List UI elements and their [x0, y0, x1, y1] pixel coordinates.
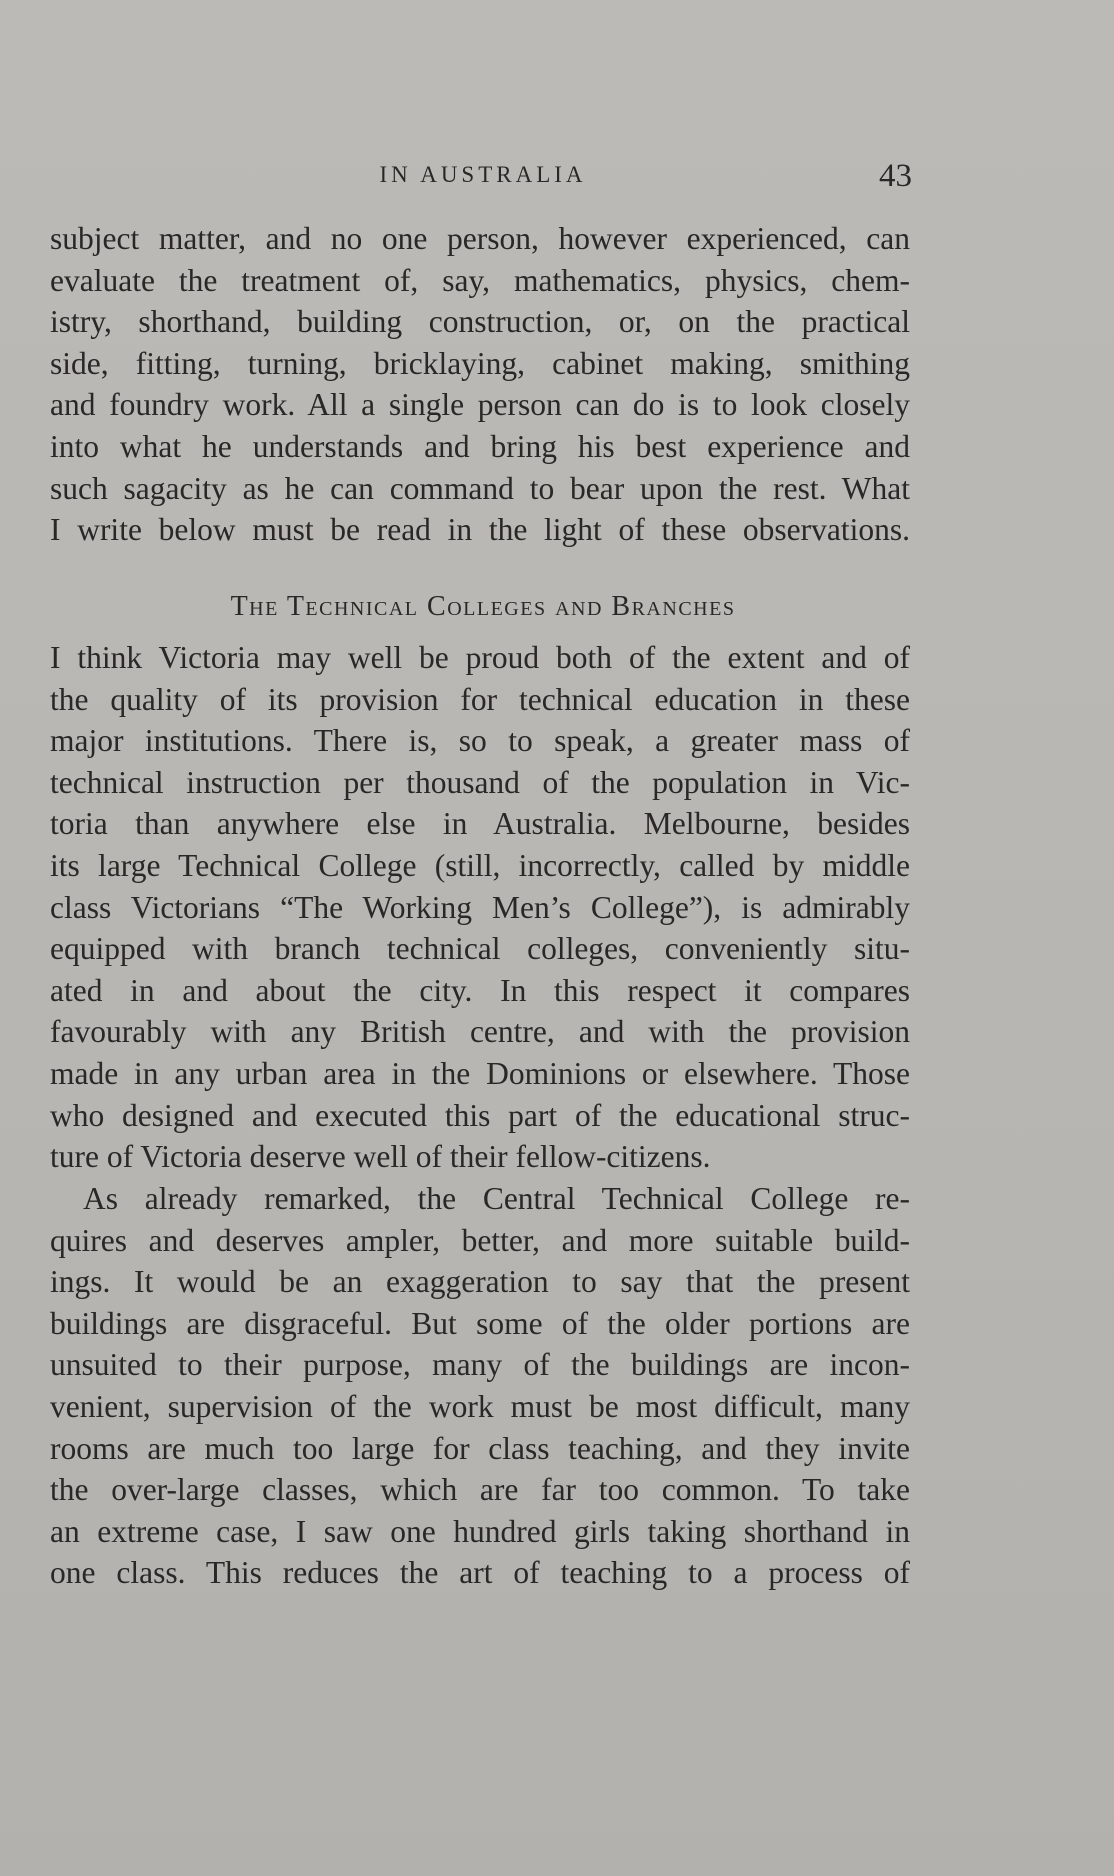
text-line: istry, shorthand, building construction, or, on the practical [50, 304, 910, 340]
text-line: unsuited to their purpose, many of the buildings are incon- [50, 1347, 910, 1383]
section-heading: The Technical Colleges and Branches [230, 591, 736, 622]
text-line: ture of Victoria deserve well of their fellow-citizens. [50, 1139, 711, 1175]
text-line: evaluate the treatment of, say, mathematics, physics, chem- [50, 262, 910, 298]
text-line: I write below must be read in the light of these observations. [50, 512, 910, 548]
paragraph [50, 1178, 910, 1594]
text-line: rooms are much too large for class teaching, and they invite [50, 1430, 910, 1466]
section-paragraph [50, 1178, 910, 1594]
text-line: As already remarked, the Central Technical College re- [83, 1181, 910, 1216]
text-line: class Victorians “The Working Men’s College”), is admirably [50, 889, 910, 925]
section-paragraph [50, 637, 910, 1178]
text-line: ated in and about the city. In this respect it compares [50, 972, 910, 1008]
text-line: equipped with branch technical colleges, conveniently situ- [50, 931, 910, 967]
text-line: into what he understands and bring his best experience and [50, 428, 910, 464]
text-line: buildings are disgraceful. But some of the older portions are [50, 1305, 910, 1341]
text-line: side, fitting, turning, bricklaying, cabinet making, smithing [50, 345, 910, 381]
text-line: such sagacity as he can command to bear upon the rest. What [50, 470, 910, 506]
page-number: 43 [879, 158, 912, 194]
text-line: major institutions. There is, so to speak, a greater mass of [50, 723, 910, 759]
text-line: quires and deserves ampler, better, and more suitable build- [50, 1222, 910, 1258]
text-line: its large Technical College (still, incorrectly, called by middle [50, 847, 910, 883]
text-line: technical instruction per thousand of the population in Vic- [50, 764, 910, 800]
text-line: one class. This reduces the art of teaching to a process of [50, 1555, 910, 1591]
running-title: IN AUSTRALIA [379, 162, 587, 187]
text-line: venient, supervision of the work must be most difficult, many [50, 1388, 910, 1424]
text-line: and foundry work. All a single person can do is to look closely [50, 387, 910, 423]
text-line: favourably with any British centre, and with the provision [50, 1014, 910, 1050]
opening-paragraph [50, 218, 910, 551]
text-line: the quality of its provision for technical education in these [50, 681, 910, 717]
text-line: made in any urban area in the Dominions or elsewhere. Those [50, 1055, 910, 1091]
running-head [50, 158, 916, 198]
text-line: subject matter, and no one person, however experienced, can [50, 221, 910, 256]
text-line: an extreme case, I saw one hundred girls taking shorthand in [50, 1513, 910, 1549]
text-line: toria than anywhere else in Australia. Melbourne, besides [50, 806, 910, 842]
text-line: I think Victoria may well be proud both of the extent and of [50, 640, 910, 675]
text-line: the over-large classes, which are far too common. To take [50, 1472, 910, 1508]
text-line: who designed and executed this part of the educational struc- [50, 1097, 910, 1133]
text-line: ings. It would be an exaggeration to say that the present [50, 1264, 910, 1300]
paragraph [50, 218, 910, 551]
paragraph [50, 637, 910, 1178]
